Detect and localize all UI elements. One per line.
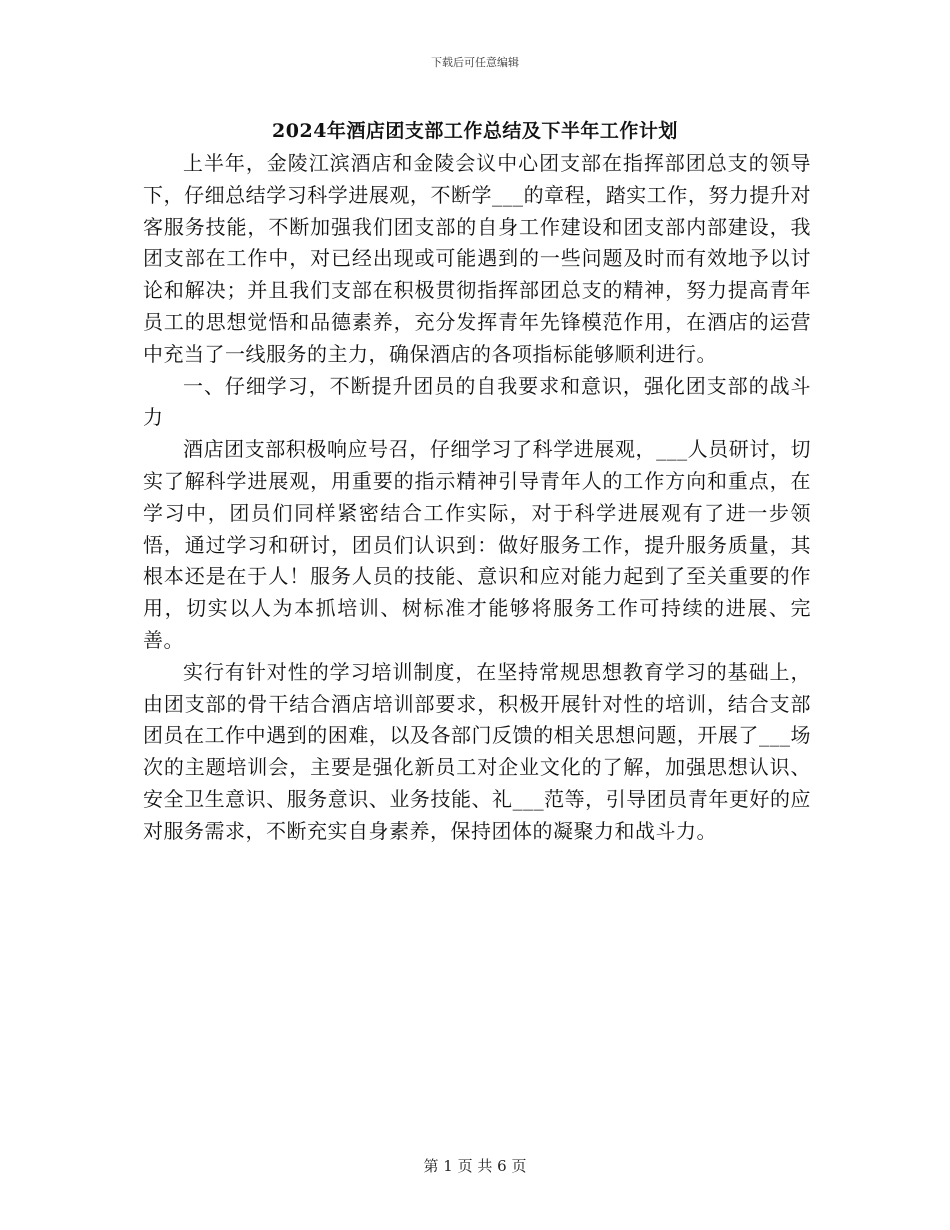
paragraph-training: 实行有针对性的学习培训制度，在坚持常规思想教育学习的基础上，由团支部的骨干结合酒店培训部要求，积极开展针对性的培训，结合支部团员在工作中遇到的困难，以及各部门反馈的相关思想问题，开展了___场次的主题培训会，主要是强化新员工对企业文化的了解，加强思想认识、安全卫生意识、服务意识、业务技能、礼___范等，引导团员青年更好的应对服务需求，不断充实自身素养，保持团体的凝聚力和战斗力。 [143, 659, 811, 843]
page-number: 第 1 页 共 6 页 [423, 1157, 527, 1175]
header-note: 下载后可任意编辑 [431, 56, 519, 69]
document-body [143, 148, 811, 848]
paragraph-section-heading: 一、仔细学习，不断提升团员的自我要求和意识，强化团支部的战斗力 [143, 373, 811, 430]
paragraph-intro: 上半年，金陵江滨酒店和金陵会议中心团支部在指挥部团总支的领导下，仔细总结学习科学进展观，不断学___的章程，踏实工作，努力提升对客服务技能，不断加强我们团支部的自身工作建设和团支部内部建设，我团支部在工作中，对已经出现或可能遇到的一些问题及时而有效地予以讨论和解决；并且我们支部在积极贯彻指挥部团总支的精神，努力提高青年员工的思想觉悟和品德素养，充分发挥青年先锋模范作用，在酒店的运营中充当了一线服务的主力，确保酒店的各项指标能够顺利进行。 [143, 151, 811, 366]
document-title: 2024年酒店团支部工作总结及下半年工作计划 [272, 120, 678, 142]
paragraph-study: 酒店团支部积极响应号召，仔细学习了科学进展观，___人员研讨，切实了解科学进展观，用重要的指示精神引导青年人的工作方向和重点，在学习中，团员们同样紧密结合工作实际，对于科学进展观有了进一步领悟，通过学习和研讨，团员们认识到：做好服务工作，提升服务质量，其根本还是在于人！服务人员的技能、意识和应对能力起到了至关重要的作用，切实以人为本抓培训、树标准才能够将服务工作可持续的进展、完善。 [143, 437, 811, 652]
